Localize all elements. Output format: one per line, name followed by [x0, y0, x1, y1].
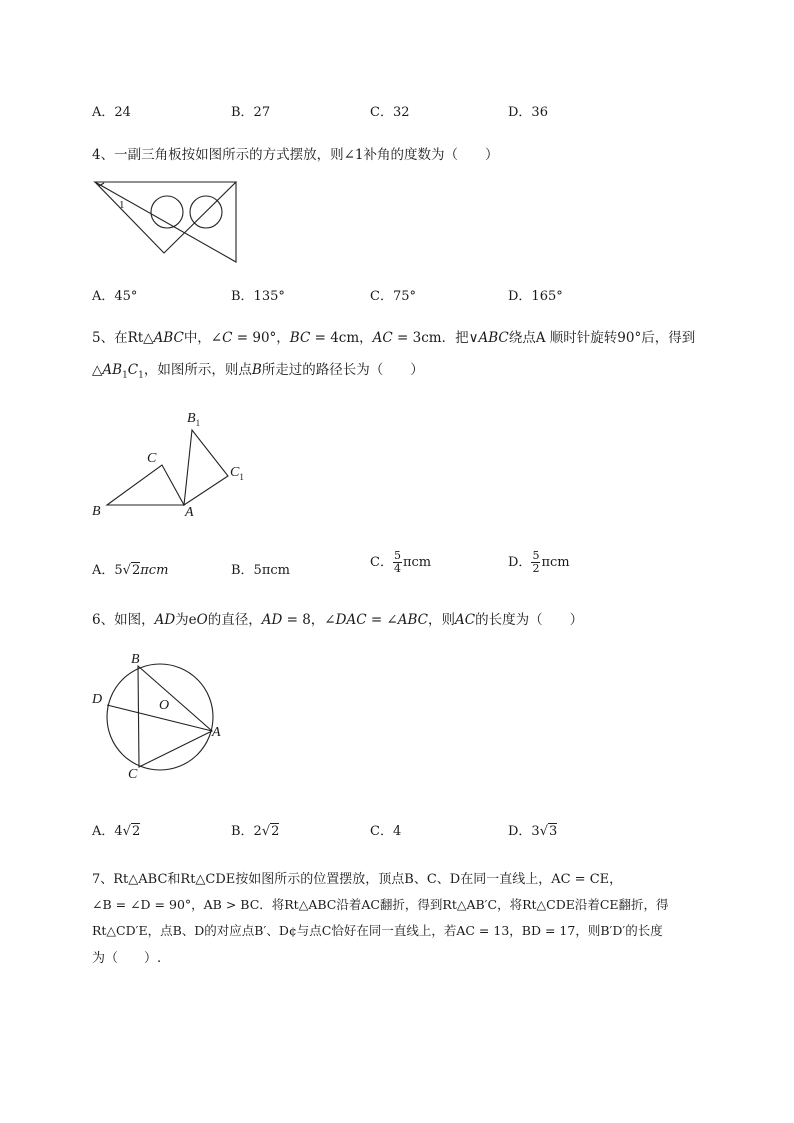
q6-label-o: O	[159, 698, 170, 713]
q3-option-a: A．24	[92, 105, 131, 120]
q7-question-line2: ∠B = ∠D = 90°，AB > BC．将Rt△ABC沿着AC翻折，得到Rt△AB′C，将Rt△CDE沿着CE翻折，得	[92, 897, 669, 912]
q5-option-c: C． $\frac{5}{4}$ πcm	[370, 549, 432, 575]
q6-label-a: A	[212, 725, 221, 740]
q7-question-line4: 为（ ）.	[92, 951, 162, 966]
q3-option-b: B．27	[231, 105, 271, 120]
q6-option-d: D．3√3	[508, 824, 558, 839]
q6-question: 6、如图，AD为eO的直径，AD = 8，∠DAC = ∠ABC，则AC的长度为（ ）	[92, 612, 584, 628]
q6-label-c: C	[128, 767, 138, 782]
q6-option-a: A．4√2	[92, 824, 141, 839]
q6-circle	[107, 664, 213, 770]
q5-label-b1: $B_1$	[187, 411, 201, 428]
q5-label-a: A	[185, 505, 194, 520]
q5-option-d: D． $\frac{5}{2}$ πcm	[508, 549, 570, 575]
q4-option-d: D．165°	[508, 289, 563, 304]
q6-option-b: B．2√2	[231, 824, 280, 839]
q3-option-c: C．32	[370, 105, 410, 120]
q4-question: 4、一副三角板按如图所示的方式摆放，则∠1补角的度数为（ ）	[92, 147, 499, 163]
q5-question-line2: $\triangle AB_1C_1$，如图所示，则点B所走过的路径长为（ ）	[92, 362, 424, 381]
q7-question-line3: Rt△CD′E，点B、D的对应点B′、D¢与点C恰好在同一直线上，若AC = 13，BD = 17，则B′D′的长度	[92, 923, 663, 938]
q6-label-d: D	[92, 692, 103, 707]
q3-option-d: D．36	[508, 105, 548, 120]
q4-option-c: C．75°	[370, 289, 416, 304]
q6-triangle-abc	[138, 666, 212, 767]
q6-option-c: C．4	[370, 824, 402, 839]
q4-angle-label: 1	[119, 199, 125, 211]
q7-question-line1: 7、Rt△ABC和Rt△CDE按如图所示的位置摆放，顶点B、C、D在同一直线上，AC = CE，	[92, 872, 623, 887]
q6-label-b: B	[131, 652, 140, 667]
q5-label-c1: $C_1$	[230, 465, 244, 482]
q4-option-a: A．45°	[92, 289, 138, 304]
q5-option-a: A．5√2πcm	[92, 563, 169, 578]
q5-label-b: B	[92, 504, 101, 519]
q5-question-line1: 5、在Rt△ABC中，∠C = 90°，BC = 4cm，AC = 3cm．把∨ABC绕点A 顺时针旋转90°后，得到	[92, 330, 696, 346]
q5-option-b: B．5πcm	[231, 563, 290, 578]
q4-option-b: B．135°	[231, 289, 285, 304]
q5-label-c: C	[147, 451, 157, 466]
